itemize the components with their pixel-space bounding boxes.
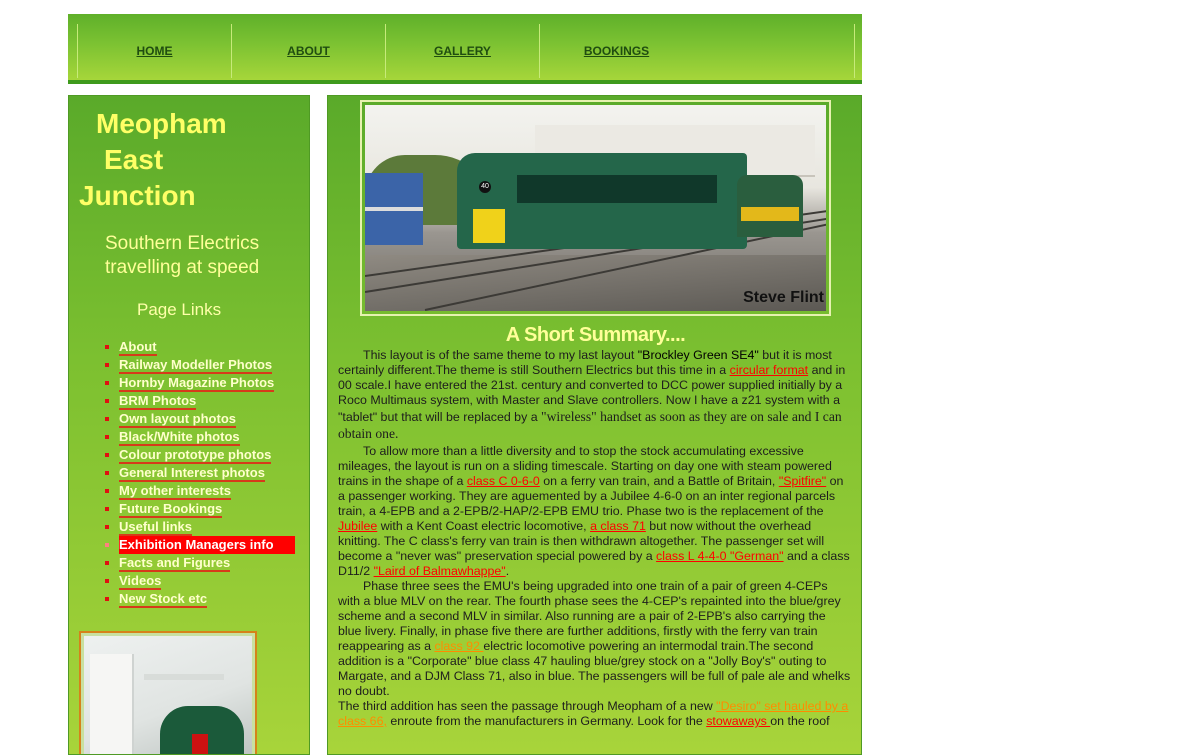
page-link-about-anchor[interactable]: About	[119, 339, 157, 354]
circular-format-link[interactable]: circular format	[729, 363, 809, 377]
site-title-line-3: Junction	[79, 180, 196, 211]
class-c-link[interactable]: class C 0-6-0	[466, 474, 540, 488]
page-link-black-white-anchor[interactable]: Black/White photos	[119, 429, 240, 444]
summary-paragraph-3	[338, 579, 852, 699]
photo-emu-windows	[517, 175, 717, 203]
page-link-brm	[103, 392, 295, 410]
photo-credit: Steve Flint	[743, 289, 824, 306]
photo-emu-number: 40	[479, 181, 491, 193]
page-link-about	[103, 338, 295, 356]
page-link-other-interests	[103, 482, 295, 500]
tagline-line-1: Southern Electrics	[105, 233, 260, 254]
sidebar-thumbnail-photo	[84, 636, 252, 755]
p2-text: on a ferry van train, and a Battle of Britain,	[539, 474, 779, 488]
p2-text: but now without the overhead knitting. The C class's ferry van train is then withdrawn altogether. The passenger set will become a "never was" preservation special powered by a	[338, 519, 825, 563]
page-link-railway-modeller	[103, 356, 295, 374]
header-photo	[365, 105, 826, 311]
p2-text: with a Kent Coast electric locomotive,	[377, 519, 591, 533]
page-link-colour-prototype-anchor[interactable]: Colour prototype photos	[119, 447, 272, 462]
page-link-future-bookings-anchor[interactable]: Future Bookings	[119, 501, 223, 516]
site-title	[79, 106, 249, 214]
top-nav-bar	[68, 14, 862, 84]
photo-train-stripe	[365, 207, 423, 211]
class-92-link[interactable]: class 92	[434, 639, 484, 653]
class-71-link[interactable]: a class 71	[590, 519, 646, 533]
summary-paragraph-4	[338, 699, 852, 729]
spitfire-link[interactable]: "Spitfire"	[778, 474, 827, 488]
nav-divider	[854, 24, 855, 78]
photo-blue-train	[365, 173, 423, 245]
photo-loco-yellow-panel	[741, 207, 799, 221]
site-title-line-1: Meopham	[96, 108, 227, 139]
p1-quoted-layout: "Brockley Green SE4"	[637, 348, 759, 362]
page-link-new-stock	[103, 590, 295, 608]
page-link-exhibition-managers-anchor[interactable]: Exhibition Managers info	[119, 536, 295, 554]
page-link-hornby-magazine	[103, 374, 295, 392]
nav-bookings-link[interactable]: BOOKINGS	[583, 44, 650, 58]
page-link-own-layout-anchor[interactable]: Own layout photos	[119, 411, 236, 426]
page-link-videos	[103, 572, 295, 590]
p1-text-serif: "wireless" handset as soon as they are on sale and I can obtain one.	[338, 409, 842, 441]
desiro-link[interactable]: "Desiro" set hauled by a class 66,	[338, 699, 849, 728]
nav-home-link[interactable]: HOME	[136, 44, 173, 58]
nav-gallery-link[interactable]: GALLERY	[434, 44, 491, 58]
page-link-general-interest	[103, 464, 295, 482]
summary-paragraph-1	[338, 348, 852, 442]
header-photo-frame	[360, 100, 831, 316]
page-link-railway-modeller-anchor[interactable]: Railway Modeller Photos	[119, 357, 273, 372]
p2-text: on a passenger working. They are aguemented by a Jubilee 4-6-0 on an inter regional parcels train, a 4-EPB and a 2-EPB/2-HAP/2-EPB EMU trio. Phase two is the replacement of the	[338, 474, 844, 518]
page-link-videos-anchor[interactable]: Videos	[119, 573, 162, 588]
p4-text: The third addition has seen the passage through Meopham of a new	[338, 699, 717, 713]
class-l-link[interactable]: class L 4-4-0 "German"	[656, 549, 784, 563]
nav-about-link[interactable]: ABOUT	[287, 44, 330, 58]
p2-text: .	[505, 564, 510, 578]
p4-text: on the roof	[770, 714, 830, 728]
page-link-brm-anchor[interactable]: BRM Photos	[119, 393, 197, 408]
page-link-colour-prototype	[103, 446, 295, 464]
p3-text: Phase three sees the EMU's being upgraded into one train of a pair of green 4-CEPs with a blue MLV on the rear. The fourth phase sees the 4-CEP's repainted into the blue/grey scheme and a second MLV in similar. Also running are a pair of 2-EPB's also carrying the blue livery. Finally, in phase five there are further additions, firstly with the ferry van train reappearing as a	[338, 579, 841, 653]
jubilee-link[interactable]: Jubilee	[338, 519, 378, 533]
summary-heading: A Short Summary....	[505, 324, 686, 346]
p1-text: but it is most certainly different.The theme is still Southern Electrics but this time in a	[338, 348, 832, 377]
nav-item-home[interactable]	[77, 24, 231, 78]
page-links-list	[103, 338, 295, 608]
photo-green-emu	[457, 153, 747, 249]
thumb-loco-marking	[192, 734, 208, 754]
site-title-line-2: East	[104, 144, 164, 175]
page-link-hornby-magazine-anchor[interactable]: Hornby Magazine Photos	[119, 375, 275, 390]
p2-text: To allow more than a little diversity and to stop the stock accumulating excessive mileages, the layout is run on a sliding timescale. Starting on day one with steam powered trains in the shape of a	[338, 444, 832, 488]
p2-text: and a class D11/2	[338, 549, 850, 578]
page-link-useful-links	[103, 518, 295, 536]
p4-text: enroute from the manufacturers in Germany. Look for the	[386, 714, 707, 728]
page-links-heading: Page Links	[137, 300, 222, 319]
photo-green-locomotive	[737, 175, 803, 237]
thumb-pillar	[90, 654, 134, 754]
page-link-new-stock-anchor[interactable]: New Stock etc	[119, 591, 208, 606]
nav-item-bookings[interactable]	[539, 24, 693, 78]
p1-text: This layout is of the same theme to my last layout	[363, 348, 638, 362]
p3-text: electric locomotive powering an intermodal train.The second addition is a "Corporate" blue class 47 hauling blue/grey stock on a "Jolly Boy's" outing to Margate, and a DJM Class 71, also in blue. The passengers will be full of pale ale and whelks no doubt.	[338, 639, 851, 698]
photo-emu-yellow-panel	[473, 209, 505, 243]
page-link-useful-links-anchor[interactable]: Useful links	[119, 519, 192, 534]
tagline-line-2: travelling at speed	[105, 257, 260, 278]
page-link-other-interests-anchor[interactable]: My other interests	[119, 483, 231, 498]
nav-item-about[interactable]	[231, 24, 385, 78]
page-link-facts-figures-anchor[interactable]: Facts and Figures	[119, 555, 231, 570]
summary-body	[338, 348, 852, 729]
nav-item-gallery[interactable]	[385, 24, 539, 78]
p1-text: and in 00 scale.I have entered the 21st. century and converted to DCC power supplied initially by a Roco Multimaus system, with Master and Slave controllers. Now I have a z21 system with a "tablet" but that will be replaced by a	[338, 363, 846, 424]
main-content	[327, 95, 862, 755]
page-link-own-layout	[103, 410, 295, 428]
page-link-black-white	[103, 428, 295, 446]
stowaways-link[interactable]: stowaways	[706, 714, 771, 728]
sidebar	[68, 95, 310, 755]
page-link-future-bookings	[103, 500, 295, 518]
sidebar-thumbnail-frame	[79, 631, 257, 755]
page-link-exhibition-managers	[103, 536, 295, 554]
laird-link[interactable]: "Laird of Balmawhappe"	[373, 564, 506, 578]
site-tagline	[105, 232, 305, 280]
summary-paragraph-2	[338, 444, 852, 579]
page-link-general-interest-anchor[interactable]: General Interest photos	[119, 465, 265, 480]
page-link-facts-figures	[103, 554, 295, 572]
